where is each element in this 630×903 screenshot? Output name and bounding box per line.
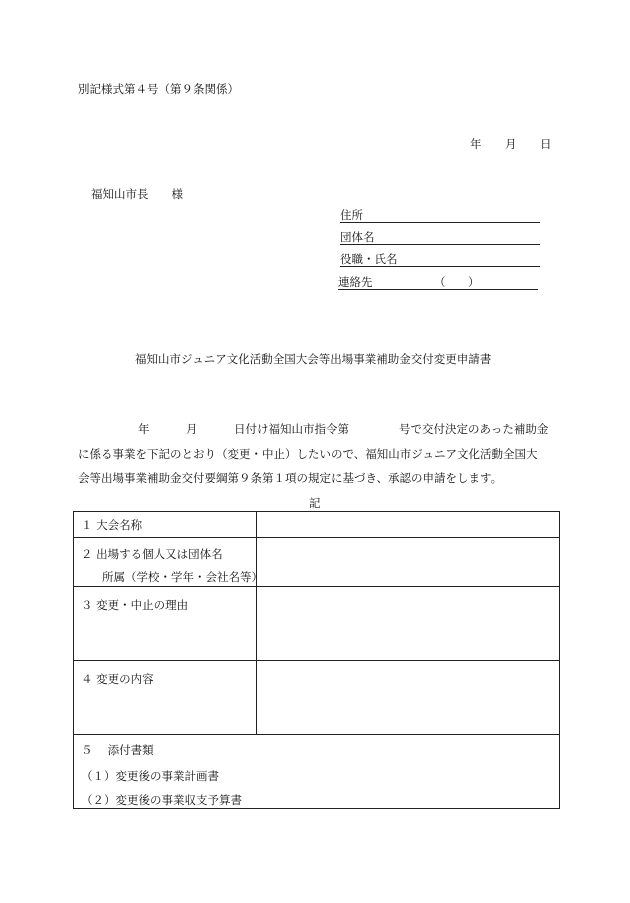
row-participant-label: ２ 出場する個人又は団体名 <box>81 547 223 561</box>
date-year: 年 <box>470 137 482 151</box>
participant-value <box>257 538 559 586</box>
body-number-suffix: 号で交付決定のあった補助金 <box>399 422 549 436</box>
row-event-name-label: １ 大会名称 <box>81 518 143 532</box>
date-month: 月 <box>505 137 517 151</box>
body-line-3: 会等出場事業補助金交付要綱第９条第１項の規定に基づき、承認の申請をします。 <box>78 471 503 485</box>
attachment-item: （２）変更後の事業収支予算書 <box>81 793 242 807</box>
row-affiliation-label: 所属（学校・学年・会社名等） <box>102 570 263 584</box>
row-reason-label: ３ 変更・中止の理由 <box>81 598 189 612</box>
address-label: 住所 <box>340 208 363 222</box>
contact-paren-close: ） <box>468 275 480 289</box>
reason-value <box>257 587 559 660</box>
ki-heading: 記 <box>309 496 321 510</box>
addressee: 福知山市長 様 <box>91 187 183 201</box>
attachment-item: （１）変更後の事業計画書 <box>81 769 219 783</box>
event-name-value <box>257 512 559 537</box>
address-field <box>340 207 540 223</box>
row-change-content-label: ４ 変更の内容 <box>81 672 154 686</box>
form-number: 別記様式第４号（第９条関係） <box>78 82 239 96</box>
table-row <box>74 537 559 586</box>
table-row <box>74 734 559 808</box>
contact-label: 連絡先 <box>338 275 373 289</box>
change-content-value <box>257 661 559 734</box>
body-dated: 日付け福知山市指令第 <box>234 422 349 436</box>
row-attachments-label: ５ 添付書類 <box>81 743 154 757</box>
document-title: 福知山市ジュニア文化活動全国大会等出場事業補助金交付変更申請書 <box>135 352 492 366</box>
application-table <box>73 511 560 809</box>
body-year: 年 <box>138 422 150 436</box>
table-row <box>74 512 559 537</box>
date-day: 日 <box>540 137 552 151</box>
position-name-field <box>340 251 540 267</box>
table-row <box>74 586 559 660</box>
table-row <box>74 660 559 734</box>
body-line-2: に係る事業を下記のとおり（変更・中止）したいので、福知山市ジュニア文化活動全国大 <box>78 447 538 461</box>
group-field <box>340 229 540 245</box>
contact-paren-open: （ <box>434 275 446 289</box>
position-label: 役職・氏名 <box>340 252 398 266</box>
group-label: 団体名 <box>340 230 375 244</box>
contact-field <box>338 274 538 290</box>
body-month: 月 <box>186 422 198 436</box>
